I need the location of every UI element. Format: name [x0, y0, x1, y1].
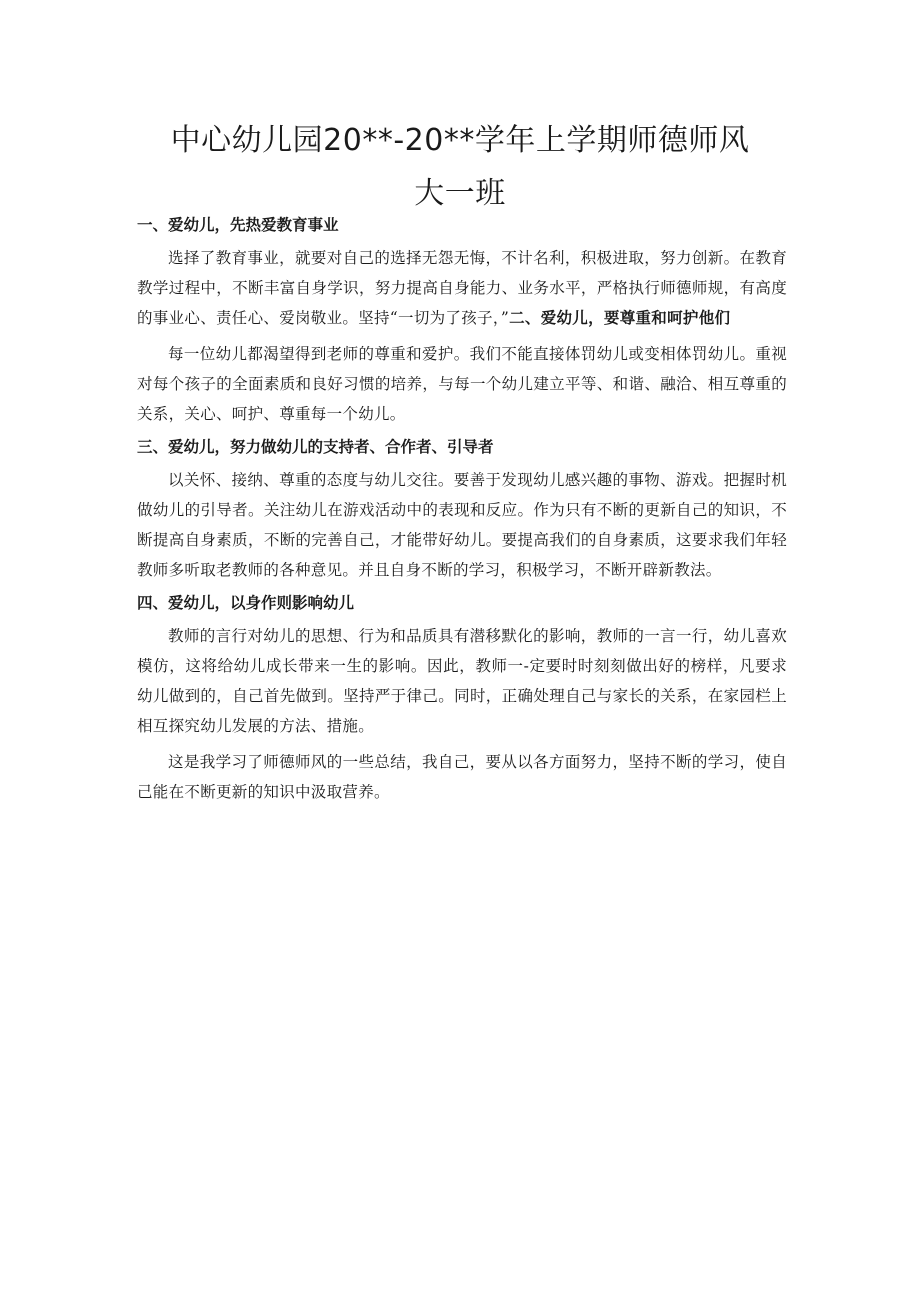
document-subtitle: 大一班 [414, 176, 506, 211]
section-heading-3: 三、爱幼儿，努力做幼儿的支持者、合作者、引导者 [137, 438, 494, 456]
section-paragraph-1 [137, 243, 787, 333]
section-heading-4: 四、爱幼儿，以身作则影响幼儿 [137, 594, 355, 612]
section-heading-1: 一、爱幼儿，先热爱教育事业 [137, 216, 339, 234]
section-paragraph-3: 以关怀、接纳、尊重的态度与幼儿交往。要善于发现幼儿感兴趣的事物、游戏。把握时机做幼儿的引导者。关注幼儿在游戏活动中的表现和反应。作为只有不断的更新自己的知识，不断提高自身素质，不断的完善自己，才能带好幼儿。要提高我们的自身素质，这要求我们年轻教师多听取老教师的各种意见。并且自身不断的学习，积极学习，不断开辟新教法。 [137, 471, 787, 579]
section-paragraph-4: 教师的言行对幼儿的思想、行为和品质具有潜移默化的影响，教师的一言一行，幼儿喜欢模仿，这将给幼儿成长带来一生的影响。因此，教师一-定要时时刻刻做出好的榜样，凡要求幼儿做到的，自己首先做到。坚持严于律己。同时，正确处理自己与家长的关系，在家园栏上相互探究幼儿发展的方法、措施。 [137, 627, 787, 735]
document-title: 中心幼儿园20**-20**学年上学期师德师风 [170, 123, 750, 158]
paragraph-text: 选择了教育事业，就要对自己的选择无怨无悔，不计名利，积极进取，努力创新。在教育教学过程中，不断丰富自身学识，努力提高自身能力、业务水平，严格执行师德师规，有高度的事业心、责任心、爱岗敬业。坚持“一切为了孩子，” [137, 249, 787, 327]
document-body [137, 213, 787, 813]
closing-paragraph: 这是我学习了师德师风的一些总结，我自己，要从以各方面努力，坚持不断的学习，使自己能在不断更新的知识中汲取营养。 [137, 753, 787, 801]
section-heading-2: 二、爱幼儿，要尊重和呵护他们 [509, 309, 731, 327]
section-paragraph-2: 每一位幼儿都渴望得到老师的尊重和爱护。我们不能直接体罚幼儿或变相体罚幼儿。重视对每个孩子的全面素质和良好习惯的培养，与每一个幼儿建立平等、和谐、融洽、相互尊重的关系，关心、呵护、尊重每一个幼儿。 [137, 345, 787, 423]
